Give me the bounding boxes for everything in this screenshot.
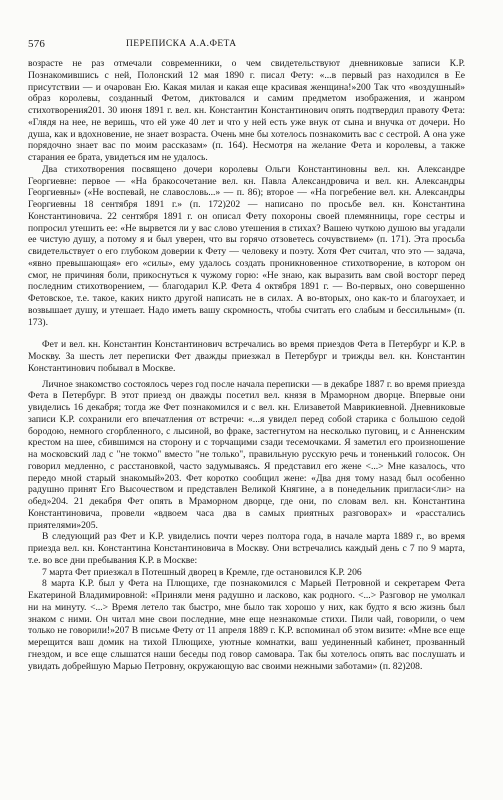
- paragraph: Два стихотворения посвящено дочери королевы Ольги Константиновны вел. кн. Александре Георгиевне: первое — «На бракосочетание вел. кн. Павла Александровича и вел. кн. Александры Георгиевны» («Не воспевай, не славословь...» — п. 86); второе — «На погребение вел. кн. Александры Георгиевны 18 сентября 1891 г.» (п. 172)202 — написано по просьбе вел. кн. Константина Константиновича. 22 сентября 1891 г. он описал Фету похороны своей племянницы, горе сестры и попросил утешить ее: «Не вырвется ли у вас слово утешения в стихах? Вашею чуткою душою вы угадали ее чистую душу, а потому я и был уверен, что вы горячо отзоветесь сочувствием» (п. 171). Эта просьба свидетельствует о его глубоком доверии к Фету — человеку и поэту. Хотя Фет считал, что это — задача, «явно превышающая» его «силы», ему удалось создать проникновенное стихотворение, в котором он смог, не причиняя боли, прикоснуться к чужому горю: «Не знаю, как выразить вам свой восторг перед последним стихотворением, — благодарил К.Р. Фета 4 октября 1891 г. — Во-первых, оно совершенно Фетовское, т.е. такое, каких никто другой написать не в силах. А во-вторых, оно как-то и благоухает, и возвышает душу, и утешает. Надо иметь вашу скромность, чтобы считать его слабым и бессильным» (п. 173).: [28, 163, 465, 328]
- section-gap: [28, 328, 465, 339]
- paragraph: 8 марта К.Р. был у Фета на Плющихе, где познакомился с Марьей Петровной и секретарем Фета Екатериной Владимировной: «Приняли меня радушно и ласково, как родного. <...> Разговор не умолкал ни на минуту. <...> Время летело так быстро, мне было так хорошо у них, как будто я всю жизнь был знаком с ними. Он читал мне свои последние, мне еще незнакомые стихи. Пили чай, говорили, о чем только не говорили!»207 В письме Фету от 11 апреля 1889 г. К.Р. вспоминал об этом визите: «Мне все еще мерещится ваш домик на тихой Плющихе, уютные комнатки, ваш уединенный кабинет, прозванный гнездом, и все еще слышатся наши беседы под говор самовара. Так бы хотелось опять вас послушать и увидать добрейшую Марью Петровну, окружающую вас своими нежными заботами» (п. 82)208.: [28, 578, 465, 672]
- page-number: 576: [28, 38, 46, 50]
- paragraph: Фет и вел. кн. Константин Константинович встречались во время приездов Фета в Петербург и К.Р. в Москву. За шесть лет переписки Фет дважды приезжал в Петербург и трижды вел. кн. Константин Константинович побывал в Москве.: [28, 339, 465, 374]
- body-text: [28, 58, 465, 672]
- running-title: ПЕРЕПИСКА А.А.ФЕТА: [126, 39, 237, 49]
- paragraph: 7 марта Фет приезжал в Потешный дворец в Кремле, где остановился К.Р. 206: [42, 566, 362, 578]
- paragraph: возрасте не раз отмечали современники, о чем свидетельствуют дневниковые записи К.Р. Познакомившись с ней, Полонский 12 мая 1890 г. писал Фету: «...в первый раз находился в Ее присутствии — и очарован Ею. Какая милая и какая еще красивая женщина!»200 Так что «воздушный» образ королевы, созданный Фетом, диктовался и самим предметом изображения, и жанром стихотворения201. 30 июня 1891 г. вел. кн. Константин Константинович опять подтвердил правоту Фета: «Глядя на нее, не веришь, что ей уже 40 лет и что у ней есть уже внук от сына и внучка от дочери. Но душа, как и вдохновение, не знает возраста. Очень мне бы хотелось познакомить вас с сестрой. А она уже порядочно знает вас по моим рассказам» (п. 164). Несмотря на желание Фета и королевы, а также старания ее брата, увидеться им не удалось.: [28, 58, 465, 163]
- paragraph: Личное знакомство состоялось через год после начала переписки — в декабре 1887 г. во время приезда Фета в Петербург. В этот приезд он дважды посетил вел. князя в Мраморном дворце. Впервые они увиделись 16 декабря; тогда же Фет познакомился и с вел. кн. Елизаветой Маврикиевной. Дневниковые записи К.Р. сохранили его впечатления от встречи: «...я увидел перед собой старика с большою седой бородою, немного сгорбленного, с лысиной, во фраке, застегнутом на несколько пуговиц, и с Анненским крестом на шее, сбившимся на сторону и с торчащими сзади тесемочками. Я заметил его произношение на московский лад с "не токмо" вместо "не только", правильную русскую речь и тоненький голосок. Он говорил медленно, с расстановкой, часто задумываясь. Я представил его жене <...> Мне казалось, что передо мной старый знакомый»203. Фет коротко сообщил жене: «Два дня тому назад был особенно радушно принят Его Высочеством и представлен Великой Княгине, а в понедельник пригласи<ли> на обед»204. 21 декабря Фет опять в Мраморном дворце, где они, по словам вел. кн. Константина Константиновича, провели «вдвоем часа два в самых приятных разговорах» и «расстались приятелями»205.: [28, 378, 465, 531]
- paragraph: В следующий раз Фет и К.Р. увиделись почти через полтора года, в начале марта 1889 г., во время приезда вел. кн. Константина Константиновича в Москву. Они встречались каждый день с 7 по 9 марта, т.е. во все дни пребывания К.Р. в Москве:: [28, 531, 465, 566]
- running-header: [28, 38, 465, 54]
